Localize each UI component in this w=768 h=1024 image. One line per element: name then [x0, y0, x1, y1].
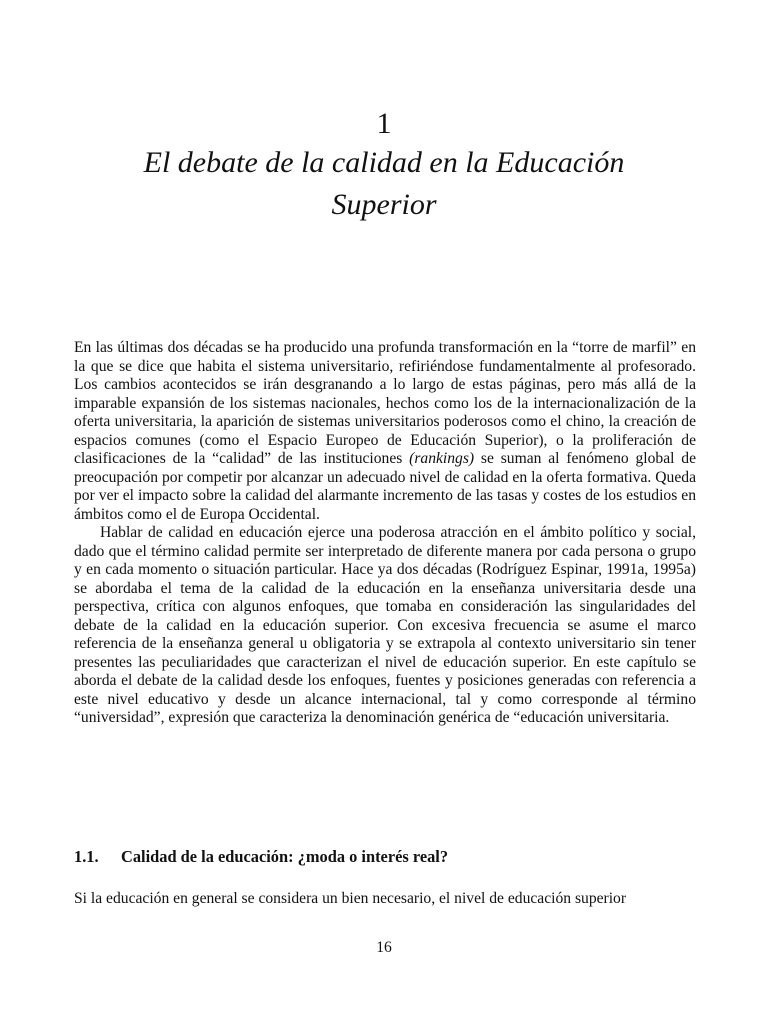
chapter-title-line-1: El debate de la calidad en la Educación [143, 146, 625, 179]
section-title: Calidad de la educación: ¿moda o interés real? [121, 847, 449, 866]
paragraph-text: se suman al fenómeno global de preocupación por competir por alcanzar un adecuado nivel de calidad en la oferta formativa. Queda por ver el impacto sobre la calidad del alarmante incremento de las tasas y costes de los estudios en ámbitos como el de Europa Occidental. [74, 450, 696, 523]
section-body [74, 890, 696, 909]
intro-paragraph-2: Hablar de calidad en educación ejerce una poderosa atracción en el ámbito político y social, dado que el término calidad permite ser interpretado de diferente manera por cada persona o grupo y en cada momento o situación particular. Hace ya dos décadas (Rodríguez Espinar, 1991a, 1995a) se abordaba el tema de la calidad de la educación en la enseñanza universitaria desde una perspectiva, crítica con algunos enfoques, que tomaba en consideración las singularidades del debate de la calidad en la educación superior. Con excesiva frecuencia se asume el marco referencia de la enseñanza general u obligatoria y se extrapola al contexto universitario sin tener presentes las peculiaridades que caracterizan el nivel de educación superior. En este capítulo se aborda el debate de la calidad desde los enfoques, fuentes y posiciones generadas con referencia a este nivel educativo y desde un alcance internacional, tal y como corresponde al término “universidad”, expresión que caracteriza la denominación genérica de “educación universitaria. [74, 524, 696, 726]
paragraph-text: En las últimas dos décadas se ha producido una profunda transformación en la “torre de marfil” en la que se dice que habita el sistema universitario, refiriéndose fundamentalmente al profesorado. Los cambios acontecidos se irán desgranando a lo largo de estas páginas, pero más allá de la imparable expansión de los sistemas nacionales, hechos como los de la internacionalización de la oferta universitaria, la aparición de sistemas universitarios poderosos como el chino, la creación de espacios comunes (como el Espacio Europeo de Educación Superior), o la proliferación de clasificaciones de la “calidad” de las instituciones [74, 339, 696, 467]
italic-term-rankings: (rankings) [409, 450, 475, 467]
intro-text [74, 339, 696, 728]
section-paragraph-1: Si la educación en general se considera un bien necesario, el nivel de educación superior [74, 890, 627, 907]
intro-paragraph-1 [74, 339, 696, 524]
section-number: 1.1. [74, 847, 99, 866]
chapter-number: 1 [376, 107, 392, 140]
section-heading [74, 846, 448, 868]
chapter-title-line-2: Superior [331, 188, 437, 221]
chapter-title [0, 142, 768, 226]
page-number: 16 [376, 939, 392, 956]
